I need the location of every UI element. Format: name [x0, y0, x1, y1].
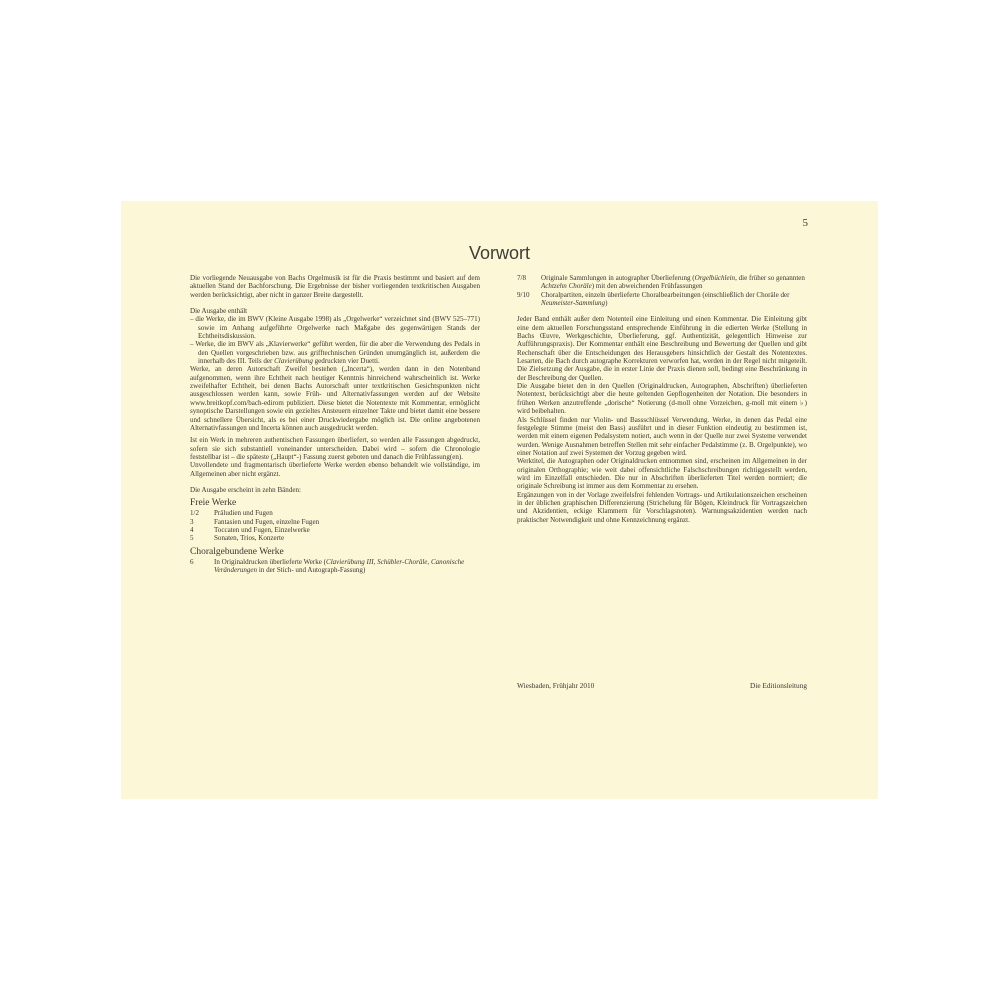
bullet2-text-b: gedruckten vier Duetti.: [312, 357, 380, 366]
vol78-em2: Achtzehn Choräle: [541, 282, 592, 291]
fassungen-paragraph: Ist ein Werk in mehreren authentischen Fassungen überliefert, so werden alle Fassungen abgedruckt, sofern sie sich substantiell voneinander unterscheiden. Dabei wird – sofern die Chronologie feststellbar ist – die spätestе („Haupt“-) Fassung zuerst geboten und danach die Frühfassung(en).: [190, 436, 480, 461]
right-column: [517, 274, 807, 524]
vol6-text-b: in der Stich- und Autograph-Fassung): [257, 565, 366, 574]
volume-title: Toccaten und Fugen, Einzelwerke: [214, 525, 310, 534]
unvollendet-paragraph: Unvollendete und fragmentarisch überlieferte Werke werden ebenso behandelt wie vollständige, im Allgemeinen aber nicht ergänzt.: [190, 461, 480, 478]
left-column: [190, 274, 480, 574]
schluessel-paragraph: Als Schlüssel finden nur Violin- und Bassschlüssel Verwendung. Werke, in denen das Pedal eine festgelegte Stimme (meist den Bass) ausführt und in dieser Funktion eindeutig zu bestimmen ist, werden mit einem eigenen Pedalsystem notiert, auch wenn in der Quelle nur zwei Systeme verwendet wurden. Wenige Ausnahmen betreffen Stellen mit sehr einfacher Pedalstimme (z. B. Orgelpunkte), wo einer Notation auf zwei Systemen der Vorzug gegeben wird.: [517, 415, 807, 457]
freie-werke-heading: Freie Werke: [190, 498, 237, 509]
page-number: 5: [802, 217, 808, 229]
volume-item: [190, 534, 480, 542]
vol6-em: Clavierübung III, Schübler-Choräle, Canonische Veränderungen: [214, 557, 465, 574]
volume-item: [517, 291, 807, 308]
volume-item: [190, 518, 480, 526]
ergaenzungen-paragraph: Ergänzungen von in der Vorlage zweifelsfrei fehlenden Vortrags- und Artikulationszeichen erscheinen in der üblichen graphischen Differenzierung (Strichelung für Bögen, Kleindruck für Vortragszeichen und Akzidentien, eckige Klammern für Vorschlagsnoten). Warnungsakzidentien werden nach praktischer Notwendigkeit und ohne Kennzeichnung ergänzt.: [517, 490, 807, 524]
notentext-paragraph: Die Ausgabe bietet den in den Quellen (Originaldrucken, Autographen, Abschriften) überlieferten Notentext, berücksichtigt aber die heute geltenden Gepflogenheiten der Notation. Die besonders in frühen Werken anzutreffende „dorische“ Notierung (d-moll ohne Vorzeichen, g-moll mit einem ♭) wird beibehalten.: [517, 382, 807, 416]
page-title: Vorwort: [468, 243, 531, 263]
volume-number: 9/10: [517, 290, 530, 299]
volume-item: [190, 526, 480, 534]
incerta-paragraph: Werke, an deren Autorschaft Zweifel bestehen („Incerta“), werden dann in den Notenband aufgenommen, wenn ihre Echtheit nach heutiger Kenntnis hinreichend wahrscheinlich ist. Werke zweifelhafter Echtheit, bei denen Bachs Autorschaft unter textkritischen Gesichtspunkten nicht ausgeschlossen werden kann, sowie Früh- und Alternativfassungen werden auf der Website www.breitkopf.com/bach-edirom publiziert. Diese bietet die Notentexte mit Kommentar, ermöglicht synoptische Darstellungen sowie ein gezieltes Ansteuern einzelner Takte und bietet damit eine bessere und schnellere Übersicht, als es bei einer Druckwiedergabe möglich ist. Die online angebotenen Alternativfassungen und Incerta können auch ausgedruckt werden.: [190, 365, 480, 432]
volume-list-free: [190, 509, 480, 542]
volume-title: [541, 291, 807, 308]
choral-heading: Choralgebundene Werke: [190, 546, 284, 557]
book-page: [121, 201, 878, 799]
volumes-intro: Die Ausgabe erscheint in zehn Bänden:: [190, 485, 301, 494]
volume-item: [190, 558, 480, 575]
volume-number: 5: [190, 534, 194, 543]
volume-title: [214, 558, 480, 575]
volume-title: Fantasien und Fugen, einzelne Fugen: [214, 517, 320, 526]
bullet-orgelwerke: – die Werke, die im BWV (Kleine Ausgabe 1998) als „Orgelwerke“ verzeichnet sind (BWV 525–771) sowie im Anhang aufgeführte Orgelwerke nach Maßgabe des gegenwärtigen Stands der Echtheitsdiskussion.: [190, 315, 480, 341]
intro-paragraph: Die vorliegende Neuausgabe von Bachs Orgelmusik ist für die Praxis bestimmt und basiert auf dem aktuellen Stand der Bachforschung. Die Ergebnisse der bisher vorliegenden textkritischen Ausgaben werden berücksichtigt, aber nicht in ganzer Breite dargestellt.: [190, 274, 480, 299]
signature: Die Editionsleitung: [750, 681, 807, 690]
volume-number: 1/2: [190, 509, 200, 518]
werktitel-paragraph: Werktitel, die Autographen oder Originaldrucken entnommen sind, erscheinen im Allgemeinen in der originalen Orthographie; wie weit dabei offensichtliche Falschschreibungen richtiggestellt werden, wird im Einzelfall entschieden. Die nur in Abschriften überlieferten Titel werden normiert; die originale Schreibung ist immer aus dem Kommentar zu ersehen.: [517, 457, 807, 491]
volume-title: Präludien und Fugen: [214, 509, 273, 518]
volume-item: [190, 509, 480, 517]
bullet-klavierwerke: [190, 340, 480, 365]
vol78-em1: Orgelbüchlein: [694, 274, 736, 282]
volume-number: 4: [190, 525, 194, 534]
volume-title: Sonaten, Trios, Konzerte: [214, 534, 285, 543]
volume-title: [541, 274, 807, 291]
vol78-text-a: Originale Sammlungen in autographer Überlieferung (: [541, 274, 695, 282]
vol6-text-a: In Originaldrucken überlieferte Werke (: [214, 557, 326, 566]
vol910-text-b: ): [605, 299, 608, 308]
vol910-text-a: Choralpartiten, einzeln überlieferte Choralbearbeitungen (einschließlich der Choräle der: [541, 290, 790, 299]
volume-item: [517, 274, 807, 291]
bullet2-em: Clavierübung: [274, 357, 313, 366]
vol910-em: Neumeister-Sammlung: [541, 299, 606, 308]
place-date: Wiesbaden, Frühjahr 2010: [517, 681, 595, 690]
volume-number: 7/8: [517, 274, 527, 282]
volume-number: 3: [190, 517, 194, 526]
vol78-text-c: ) mit den abweichenden Frühfassungen: [591, 282, 703, 291]
band-paragraph: Jeder Band enthält außer dem Notenteil eine Einleitung und einen Kommentar. Die Einleitung gibt eine dem aktuellen Forschungsstand entsprechende Einführung in die edierten Werke (Stellung in Bachs Œuvre, Werkgeschichte, Überlieferung, ggf. Authentizität, gelegentlich Hinweise zur Aufführungspraxis). Der Kommentar enthält eine Beschreibung und Bewertung der Quellen und gibt Rechenschaft über die Entscheidungen des Herausgebers hinsichtlich der Gestalt des Notentextes. Lesarten, die Bach durch autographe Korrekturen verworfen hat, werden in der Regel nicht mitgeteilt. Die Zielsetzung der Ausgabe, die in erster Linie der Praxis dienen soll, bedingt eine Beschränkung in der Beschreibung der Quellen.: [517, 315, 807, 382]
contains-label: Die Ausgabe enthält: [190, 307, 248, 316]
bullet2-text-a: – Werke, die im BWV als „Klavierwerke“ geführt werden, für die aber die Verwendung des Pedals in den Quellen vorgeschrieben bzw. aus grifftechnischen Gründen unumgänglich ist, außerdem die innerhalb des III. Teils der: [190, 340, 480, 366]
signature-line: [517, 681, 807, 690]
volume-number: 6: [190, 557, 194, 566]
vol78-text-b: , die früher so genannten: [735, 274, 805, 282]
